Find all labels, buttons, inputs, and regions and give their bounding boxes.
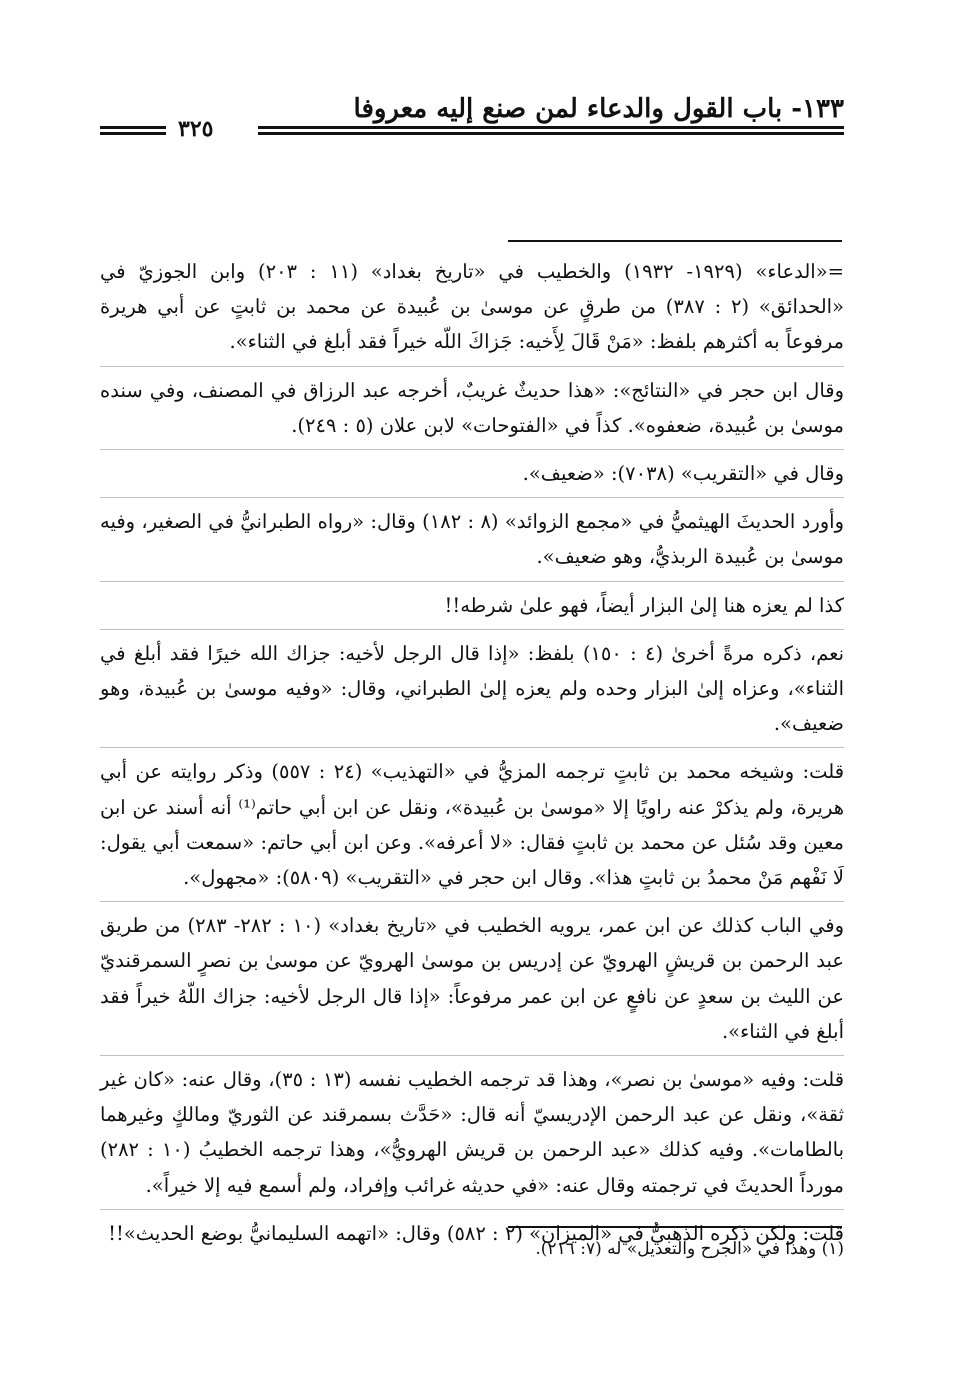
- paragraph: كذا لم يعزه هنا إلىٰ البزار أيضاً، فهو علىٰ شرطه!!: [100, 588, 844, 630]
- paragraph: قلت: وشيخه محمد بن ثابتٍ ترجمه المزيُّ في «التهذيب» (٢٤ : ٥٥٧) وذكر روايته عن أبي هريرة، ولم يذكرْ عنه راويًا إلا «موسىٰ بن عُبيدة»، ونقل عن ابن أبي حاتم⁽¹⁾ أنه أسند عن ابن معين وقد سُئل عن محمد بن ثابتٍ فقال: «لا أعرفه». وعن ابن أبي حاتم: «سمعت أبي يقول: لَا نَفْهم مَنْ محمدُ بن ثابتٍ هذا». وقال ابن حجر في «التقريب» (٥٨٠٩): «مجهول».: [100, 754, 844, 902]
- header-rule-right: [258, 126, 844, 135]
- running-header: [100, 86, 844, 150]
- footnote-rule: [508, 1226, 842, 1228]
- continuation-rule: [508, 240, 842, 242]
- footnote: (١) وهذا في «الجرح والتعديل» له (٧: ٢١٦).: [535, 1239, 844, 1259]
- paragraph: قلت: ولكن ذكره الذهبيُّ في «الميزان» (٢ : ٥٨٢) وقال: «اتهمه السليمانيُّ بوضع الحديث»!!: [108, 1221, 844, 1245]
- paragraph: وفي الباب كذلك عن ابن عمر، يرويه الخطيب في «تاريخ بغداد» (١٠ : ٢٨٢- ٢٨٣) من طريق عبد الرحمن بن قريشٍ الهرويّ عن إدريس بن موسىٰ الهرويّ عن موسىٰ بن نصرٍ السمرقنديّ عن الليث بن سعدٍ عن نافعٍ عن ابن عمر مرفوعاً: «إذا قال الرجل لأخيه: جزاك اللّهُ خيراً فقد أبلغ في الثناء».: [100, 908, 844, 1056]
- header-rule-left: [100, 126, 166, 135]
- paragraph: وأورد الحديثَ الهيثميُّ في «مجمع الزوائد» (٨ : ١٨٢) وقال: «رواه الطبرانيُّ في الصغير، وفيه موسىٰ بن عُبيدة الربذيُّ، وهو ضعيف».: [100, 504, 844, 581]
- paragraph: وقال ابن حجر في «النتائج»: «هذا حديثٌ غريبٌ، أخرجه عبد الرزاق في المصنف، وفي سنده موسىٰ بن عُبيدة، ضعفوه». كذاً في «الفتوحات» لابن علان (٥ : ٢٤٩).: [100, 373, 844, 450]
- paragraph: وقال في «التقريب» (٧٠٣٨): «ضعيف».: [100, 456, 844, 498]
- paragraph: قلت: وفيه «موسىٰ بن نصر»، وهذا قد ترجمه الخطيب نفسه (١٣ : ٣٥)، وقال عنه: «كان غير ثقة»، ونقل عن عبد الرحمن الإدريسيّ أنه قال: «حَدَّث بسمرقند عن الثوريّ ومالكٍ وغيرهما بالطامات». وفيه كذلك «عبد الرحمن بن قريش الهرويُّ»، وهذا ترجمه الخطيبُ (١٠ : ٢٨٢) مورداً الحديثَ في ترجمته وقال عنه: «في حديثه غرائب وإفراد، ولم أسمع فيه إلا خيراً».: [100, 1062, 844, 1210]
- chapter-title: ١٣٣- باب القول والدعاء لمن صنع إليه معروفا: [353, 94, 844, 124]
- paragraph: =«الدعاء» (١٩٢٩- ١٩٣٢) والخطيب في «تاريخ بغداد» (١١ : ٢٠٣) وابن الجوزيّ في «الحدائق» (٢ : ٣٨٧) من طرقٍ عن موسىٰ بن عُبيدة عن محمد بن ثابتٍ عن أبي هريرة مرفوعاً به أكثرهم بلفظ: «مَنْ قَالَ لِأَخيه: جَزاكَ اللّه خيراً فقد أبلغ في الثناء».: [100, 254, 844, 367]
- footnote-body-text: [100, 254, 844, 1263]
- paragraph: نعم، ذكره مرةً أخرىٰ (٤ : ١٥٠) بلفظ: «إذا قال الرجل لأخيه: جزاك الله خيرًا فقد أبلغ في الثناء»، وعزاه إلىٰ البزار وحده ولم يعزه إلىٰ الطبراني، وقال: «وفيه موسىٰ بن عُبيدة، وهو ضعيف».: [100, 636, 844, 749]
- page-number: ٣٢٥: [178, 116, 214, 142]
